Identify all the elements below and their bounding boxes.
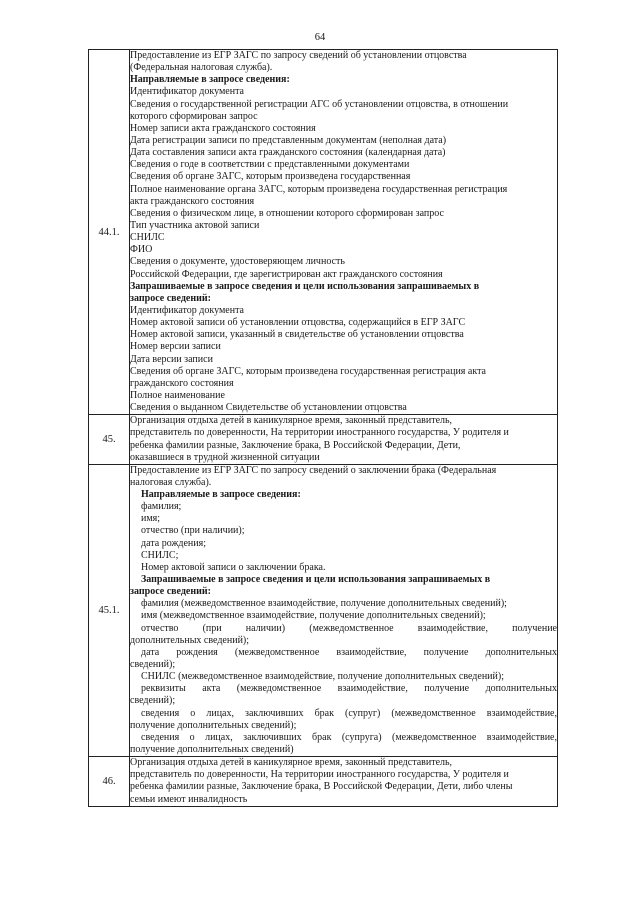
- content-line: Дата версии записи: [130, 353, 213, 365]
- content-line: Запрашиваемые в запросе сведения и цели использования запрашиваемых в: [141, 574, 491, 586]
- content-line: сведений);: [130, 659, 176, 671]
- content-line: сведения о лицах, заключивших брак (супруга) (межведомственное взаимодействие,: [141, 731, 557, 743]
- table-row: [89, 415, 558, 465]
- content-line: Полное наименование органа ЗАГС, которым произведена государственная регистрация: [130, 183, 508, 195]
- content-line: ребенка фамилии разные, Заключение брака, В Российской Федерации, Дети,: [130, 439, 461, 451]
- table-row: [89, 464, 558, 756]
- content-line: Дата регистрации записи по представленным документам (неполная дата): [130, 134, 447, 146]
- content-line: реквизиты акта (межведомственное взаимодействие, получение дополнительных: [141, 683, 557, 695]
- content-line: акта гражданского состояния: [130, 195, 255, 207]
- content-line: Номер актовой записи, указанный в свидетельстве об установлении отцовства: [130, 329, 464, 341]
- table-row: [89, 50, 558, 415]
- content-line: Сведения о годе в соответствии с представленными документами: [130, 159, 410, 171]
- content-line: дополнительных сведений);: [130, 634, 250, 646]
- content-line: имя;: [141, 513, 161, 525]
- content-line: дата рождения (межведомственное взаимодействие, получение дополнительных: [141, 646, 557, 658]
- content-line: СНИЛС: [130, 232, 165, 244]
- content-line: СНИЛС (межведомственное взаимодействие, получение дополнительных сведений);: [141, 671, 504, 683]
- content-line: Сведения о физическом лице, в отношении которого сформирован запрос: [130, 207, 444, 219]
- row-number: 45.1.: [89, 464, 130, 756]
- content-line: Идентификатор документа: [130, 86, 244, 98]
- content-line: дата рождения;: [141, 537, 206, 549]
- content-line: Российской Федерации, где зарегистрирован акт гражданского состояния: [130, 268, 443, 280]
- content-line: Сведения о государственной регистрации АГС об установлении отцовства, в отношении: [130, 98, 509, 110]
- content-line: Организация отдыха детей в каникулярное время, законный представитель,: [130, 757, 453, 769]
- content-line: сведений);: [130, 695, 176, 707]
- content-line: запросе сведений:: [130, 586, 211, 598]
- content-line: ФИО: [130, 244, 153, 256]
- content-line: Тип участника актовой записи: [130, 219, 260, 231]
- content-line: (Федеральная налоговая служба).: [130, 62, 273, 74]
- content-line: Запрашиваемые в запросе сведения и цели использования запрашиваемых в: [130, 280, 480, 292]
- content-line: Направляемые в запросе сведения:: [141, 489, 301, 501]
- row-content: [130, 757, 558, 807]
- content-line: сведения о лицах, заключивших брак (супруг) (межведомственное взаимодействие,: [141, 707, 557, 719]
- content-line: Предоставление из ЕГР ЗАГС по запросу сведений об установлении отцовства: [130, 50, 467, 61]
- content-line: Номер актовой записи об установлении отцовства, содержащийся в ЕГР ЗАГС: [130, 317, 466, 329]
- row-number: 44.1.: [89, 50, 130, 415]
- services-table: [88, 49, 558, 807]
- content-line: Сведения о документе, удостоверяющем личность: [130, 256, 345, 268]
- content-line: Номер версии записи: [130, 341, 221, 353]
- content-line: представитель по доверенности, На территории иностранного государства, У родителя и: [130, 769, 509, 781]
- content-line: Предоставление из ЕГР ЗАГС по запросу сведений о заключении брака (Федеральная: [130, 464, 497, 476]
- content-line: оказавшиеся в трудной жизненной ситуации: [130, 451, 320, 463]
- content-line: которого сформирован запрос: [130, 110, 258, 122]
- content-line: получение дополнительных сведений);: [130, 719, 297, 731]
- content-line: Организация отдыха детей в каникулярное время, законный представитель,: [130, 415, 453, 427]
- content-line: Полное наименование: [130, 389, 225, 401]
- content-line: гражданского состояния: [130, 377, 234, 389]
- content-line: Дата составления записи акта гражданского состояния (календарная дата): [130, 147, 446, 159]
- row-content: [130, 415, 558, 465]
- content-line: СНИЛС;: [141, 549, 179, 561]
- content-line: Номер актовой записи о заключении брака.: [141, 561, 326, 573]
- row-content: [130, 50, 558, 415]
- content-line: отчество (при наличии) (межведомственное взаимодействие, получение: [141, 622, 557, 634]
- table-row: [89, 757, 558, 807]
- content-line: получение дополнительных сведений): [130, 744, 294, 756]
- content-line: отчество (при наличии);: [141, 525, 245, 537]
- content-line: семьи имеют инвалидность: [130, 793, 248, 805]
- content-line: Номер записи акта гражданского состояния: [130, 122, 316, 134]
- content-line: налоговая служба).: [130, 476, 212, 488]
- content-line: ребенка фамилии разные, Заключение брака, В Российской Федерации, Дети, либо члены: [130, 781, 513, 793]
- content-line: Сведения о выданном Свидетельстве об установлении отцовства: [130, 402, 407, 414]
- content-line: фамилия;: [141, 501, 182, 513]
- content-line: Направляемые в запросе сведения:: [130, 74, 290, 86]
- content-line: Идентификатор документа: [130, 304, 244, 316]
- table-body: [89, 50, 558, 807]
- content-line: запросе сведений:: [130, 292, 211, 304]
- content-line: имя (межведомственное взаимодействие, получение дополнительных сведений);: [141, 610, 486, 622]
- row-number: 45.: [89, 415, 130, 465]
- content-line: Сведения об органе ЗАГС, которым произведена государственная регистрация акта: [130, 365, 486, 377]
- row-content: [130, 464, 558, 756]
- content-line: Сведения об органе ЗАГС, которым произведена государственная: [130, 171, 411, 183]
- content-line: представитель по доверенности, На территории иностранного государства, У родителя и: [130, 427, 509, 439]
- page-number: 64: [314, 32, 326, 43]
- row-number: 46.: [89, 757, 130, 807]
- content-line: фамилия (межведомственное взаимодействие, получение дополнительных сведений);: [141, 598, 507, 610]
